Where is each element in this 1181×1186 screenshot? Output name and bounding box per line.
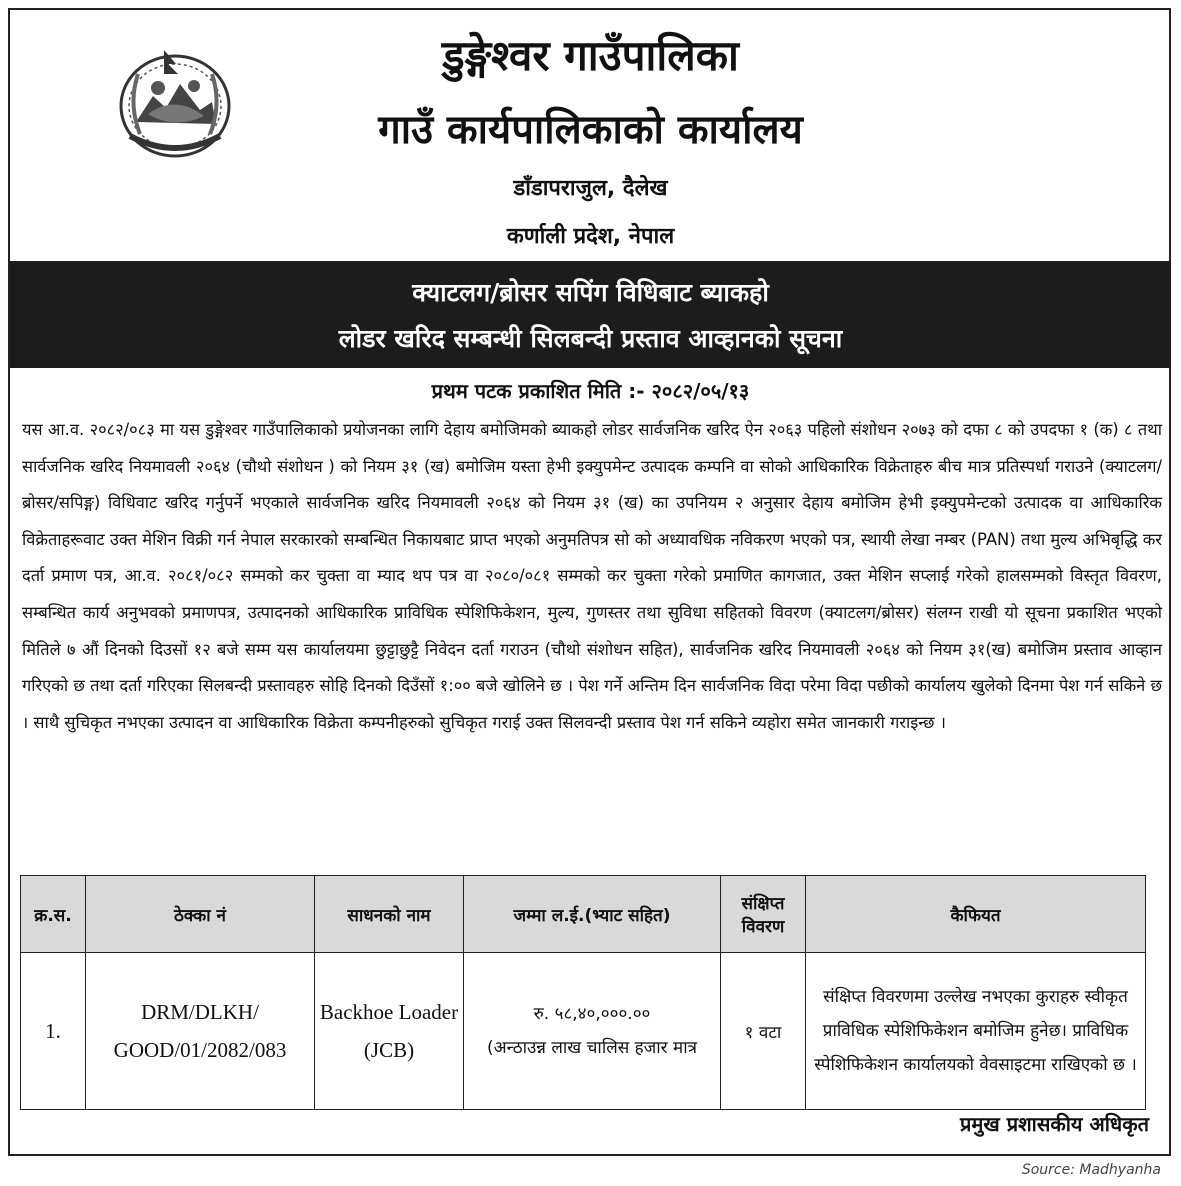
col-header-contract: ठेक्का नं xyxy=(86,876,315,953)
publication-label: प्रथम पटक प्रकाशित मिति :- xyxy=(431,379,645,403)
signatory: प्रमुख प्रशासकीय अधिकृत xyxy=(960,1112,1149,1136)
publication-date xyxy=(0,377,1181,404)
source-credit: Source: Madhyanha xyxy=(1021,1162,1161,1178)
office-title: गाउँ कार्यपालिकाको कार्यालय xyxy=(378,107,803,153)
amount-words: (अन्ठाउन्न लाख चालिस हजार मात्र xyxy=(486,1038,697,1058)
cell-amount xyxy=(464,953,721,1110)
notice-banner xyxy=(10,261,1171,368)
items-table xyxy=(20,875,1146,1110)
col-header-brief: संक्षिप्त विवरण xyxy=(721,876,806,953)
table-header-row xyxy=(21,876,1146,953)
notice-body: यस आ.व. २०८२/०८३ मा यस डुङ्गेश्वर गाउँपालिकाको प्रयोजनका लागि देहाय बमोजिमको ब्याकहो लोडर सार्वजनिक खरिद ऐन २०६३ पहिलो संशोधन २०७३ को दफा ८ को उपदफा १ (क) ८ तथा सार्वजनिक खरिद नियमावली २०६४ (चौथो संशोधन ) को नियम ३१ (ख) बमोजिम यस्ता हेभी इक्युपमेन्ट उत्पादक कम्पनि वा सोको आधिकारिक विक्रेताहरु बीच मात्र प्रतिस्पर्धा गराउने (क्याटलग/ब्रोसर/सपिङ्ग) विधिवाट खरिद गर्नुपर्ने भएकाले सार्वजनिक खरिद नियमावली २०६४ को नियम ३१ (ख) का उपनियम २ अनुसार देहाय बमोजिम हेभी इक्युपमेन्टको उत्पादक वा आधिकारिक विक्रेताहरूवाट उक्त मेशिन विक्री गर्न नेपाल सरकारको सम्बन्धित निकायबाट प्राप्त भएको अनुमतिपत्र सो को अध्यावधिक नविकरण भएको पत्र, स्थायी लेखा नम्बर (PAN) तथा मुल्य अभिबृद्धि कर दर्ता प्रमाण पत्र, आ.व. २०८१/०८२ सम्मको कर चुक्ता वा म्याद थप पत्र वा २०८०/०८१ सम्मको कर चुक्ता गरेको प्रमाणित कागजात, उक्त मेशिन सप्लाई गरेको हालसम्मको विस्तृत विवरण, सम्बन्धित कार्य अनुभवको प्रमाणपत्र, उत्पादनको आधिकारिक प्राविधिक स्पेशिफिकेशन, मुल्य, गुणस्तर तथा सुविधा सहितको विवरण (क्याटलग/ब्रोसर) संलग्न राखी यो सूचना प्रकाशित भएको मितिले ७ औं दिनको दिउसों १२ बजे सम्म यस कार्यालयमा छुट्टाछुट्टै निवेदन दर्ता गराउन (चौथो संशोधन सहित), सार्वजनिक खरिद नियमावली २०६४ को नियम ३१(ख) बमोजिम प्रस्ताव आव्हान गरिएको छ तथा दर्ता गरिएका सिलबन्दी प्रस्तावहरु सोहि दिनको दिउँसों १:०० बजे खोलिने छ । पेश गर्ने अन्तिम दिन सार्वजनिक विदा परेमा विदा पछीको कार्यालय खुलेको दिनमा पेश गर्न सकिने छ । साथै सुचिकृत नभएका उत्पादन वा आधिकारिक विक्रेता कम्पनीहरुको सुचिकृत गराई उक्त सिलवन्दी प्रस्ताव पेश गर्न सकिने व्यहोरा समेत जानकारी गराइन्छ । xyxy=(22,420,1162,732)
col-header-equipment: साधनको नाम xyxy=(315,876,464,953)
address-line-1: डाँडापराजुल, दैलेख xyxy=(513,176,668,201)
amount-figure: रु. ५८,४०,०००.०० xyxy=(533,1004,651,1024)
cell-equipment: Backhoe Loader (JCB) xyxy=(315,953,464,1110)
cell-sn: 1. xyxy=(21,953,86,1110)
publication-date-value: २०८२/०५/१३ xyxy=(651,379,750,403)
address-line-2: कर्णाली प्रदेश, नेपाल xyxy=(506,224,675,249)
table-row xyxy=(21,953,1146,1110)
banner-line-1: क्याटलग/ब्रोसर सपिंग विधिबाट ब्याकहो xyxy=(412,278,769,307)
col-header-remarks: कैफियत xyxy=(806,876,1146,953)
cell-brief: १ वटा xyxy=(721,953,806,1110)
col-header-sn: क्र.स. xyxy=(21,876,86,953)
cell-contract-no: DRM/DLKH/ GOOD/01/2082/083 xyxy=(86,953,315,1110)
col-header-amount: जम्मा ल.ई.(भ्याट सहित) xyxy=(464,876,721,953)
banner-line-2: लोडर खरिद सम्बन्धी सिलबन्दी प्रस्ताव आव्हानको सूचना xyxy=(338,324,843,353)
municipality-title: डुङ्गेश्वर गाउँपालिका xyxy=(442,31,739,80)
cell-remarks: संक्षिप्त विवरणमा उल्लेख नभएका कुराहरु स्वीकृत प्राविधिक स्पेशिफिकेशन बमोजिम हुनेछ। प्राविधिक स्पेशिफिकेशन कार्यालयको वेवसाइटमा राखिएको छ । xyxy=(806,953,1146,1110)
